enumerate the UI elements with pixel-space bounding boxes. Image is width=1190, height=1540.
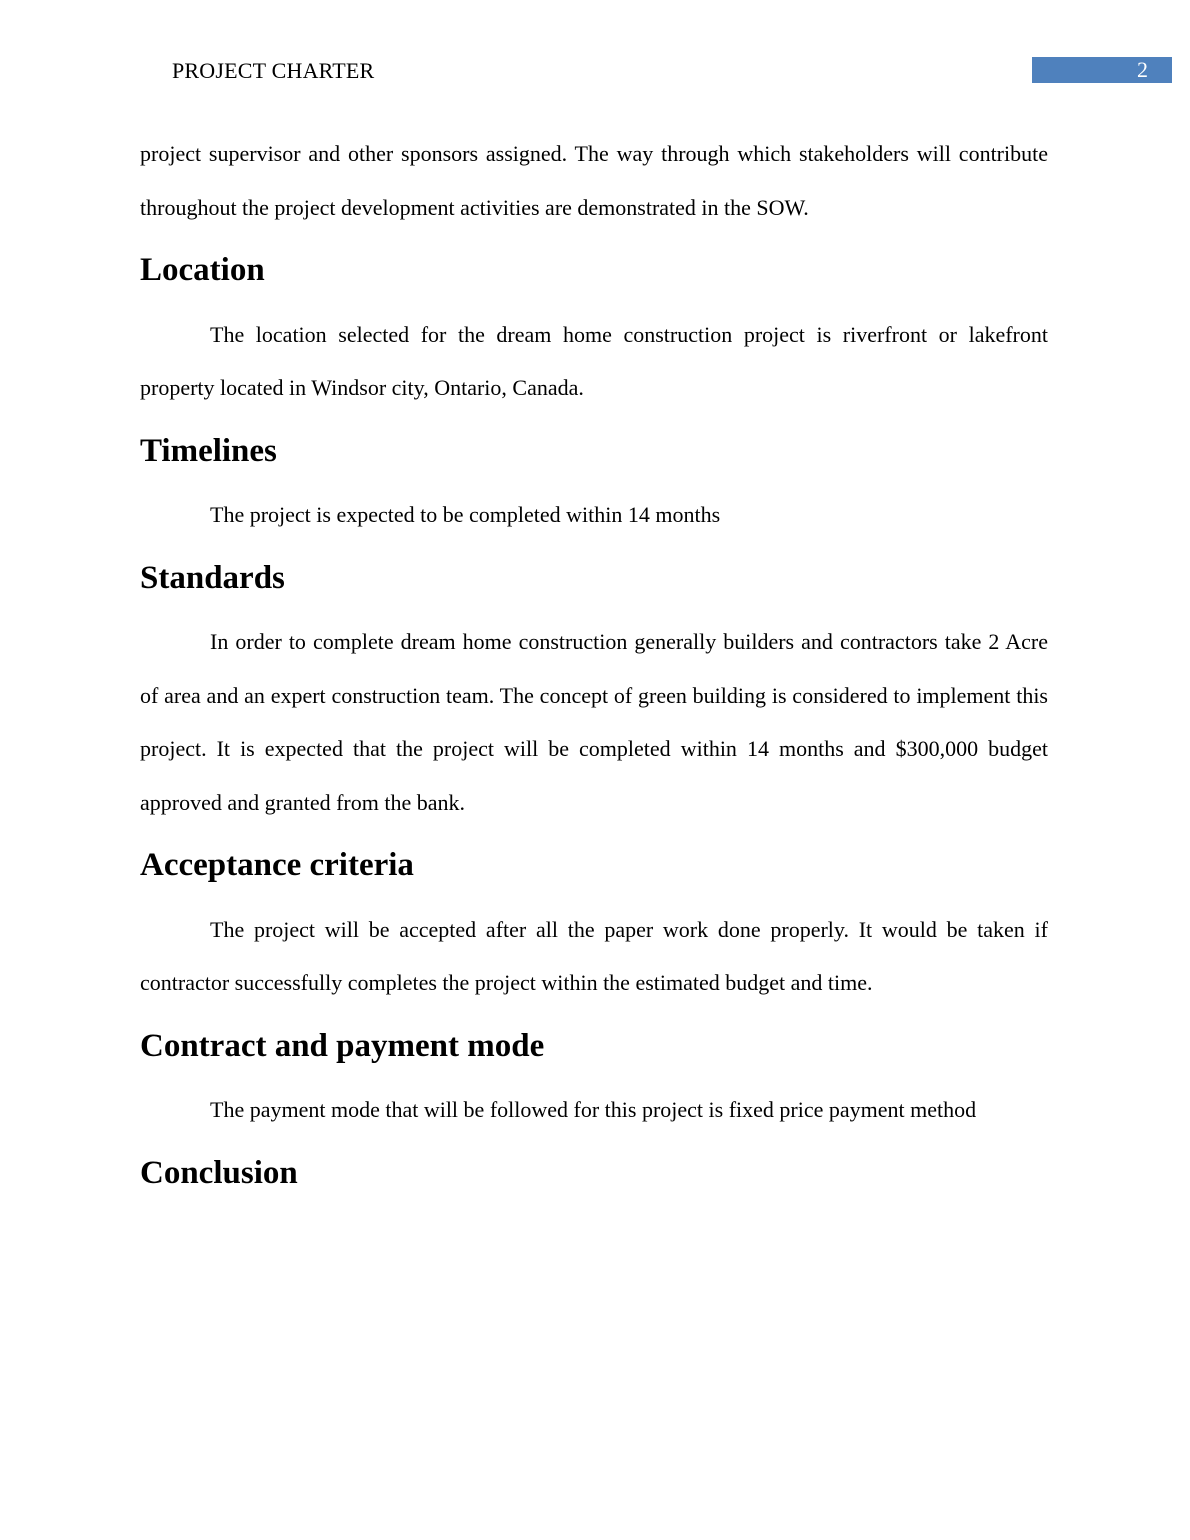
section-body-timelines: The project is expected to be completed within 14 months — [210, 502, 721, 527]
document-body — [140, 127, 1048, 1210]
section-heading-acceptance-criteria: Acceptance criteria — [140, 847, 414, 883]
section-heading-contract-payment: Contract and payment mode — [140, 1027, 545, 1064]
intro-paragraph: project supervisor and other sponsors assigned. The way through which stakeholders will contribute throughout the project development activities are demonstrated in the SOW. — [140, 141, 1048, 220]
section-heading-conclusion: Conclusion — [140, 1154, 298, 1191]
section-body-standards: In order to complete dream home construction generally builders and contractors take 2 Acre of area and an expert construction team. The concept of green building is considered to implement this project. It is expected that the project will be completed within 14 months and $300,000 budget approved and granted from the bank. — [140, 629, 1048, 815]
page-number-band — [1032, 57, 1172, 83]
section-body-contract-payment: The payment mode that will be followed for this project is fixed price payment method — [210, 1097, 977, 1122]
running-head: PROJECT CHARTER — [172, 58, 375, 83]
section-heading-standards: Standards — [140, 559, 285, 596]
section-body-acceptance-criteria: The project will be accepted after all the paper work done properly. It would be taken if contractor successfully completes the project within the estimated budget and time. — [140, 916, 1048, 995]
section-heading-timelines: Timelines — [140, 432, 277, 469]
section-heading-location: Location — [140, 252, 265, 288]
page-number: 2 — [1137, 57, 1148, 82]
section-body-location: The location selected for the dream home construction project is riverfront or lakefront property located in Windsor city, Ontario, Canada. — [140, 321, 1048, 400]
